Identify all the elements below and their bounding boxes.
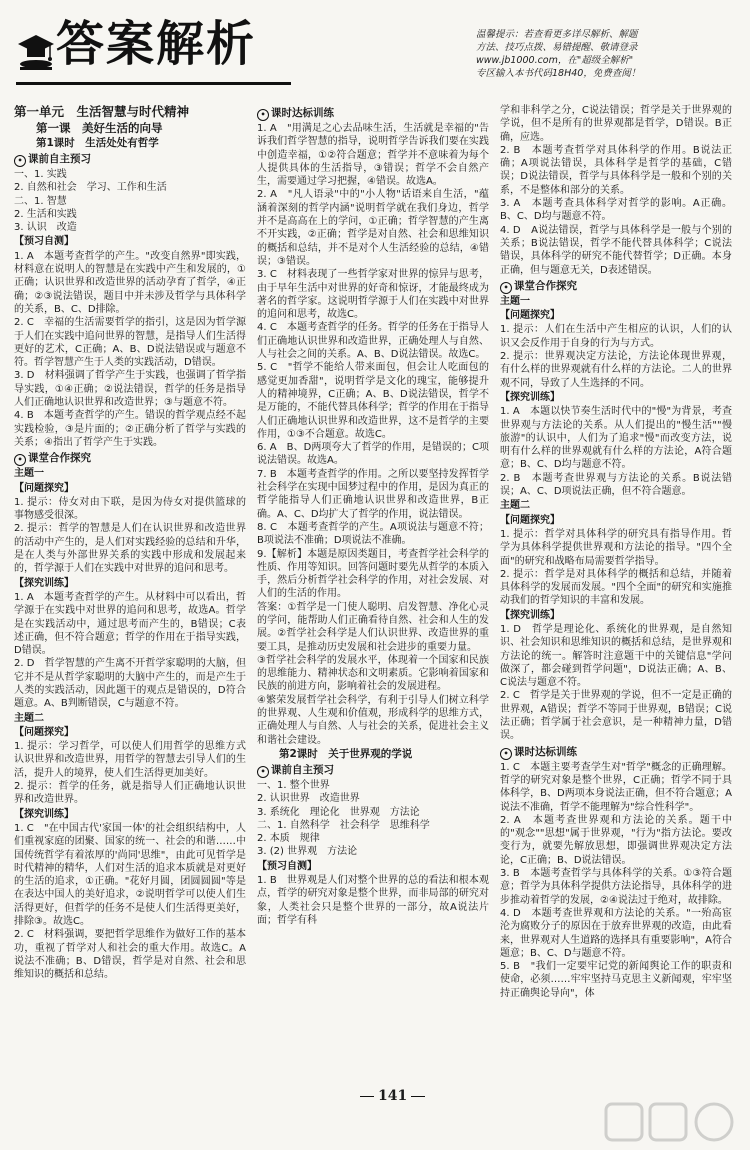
block-tag: 主题一 (14, 468, 44, 480)
answer-paragraph: 3. (2) 世界观 方法论 (257, 846, 358, 858)
tip-line: 温馨提示：若查看更多详尽解析、解题 (476, 29, 638, 40)
answer-paragraph: 一、1. 实践 (14, 169, 67, 180)
answer-paragraph: 3. A 本题考查具体科学对哲学的影响。A正确。B、C、D均与题意不符。 (500, 198, 732, 223)
lesson-heading: 第一课 美好生活的向导 (36, 121, 163, 135)
section-heading (14, 152, 246, 167)
answer-paragraph: ④繁荣发展哲学社会科学，有利于引导人们树立科学的世界观、人生观和价值观，形成科学的思维方式，正确处理人与自然、人与社会的关系，促进社会主义和谐社会建设。 (257, 694, 489, 746)
tip-line: 专区输入本书代码18H40，免费查阅！ (476, 68, 641, 79)
answer-paragraph: 1. C 本题主要考查学生对"哲学"概念的正确理解。哲学的研究对象是整个世界，C正确；哲学不同于具体科学，B、D两项本身说法正确，但不符合题意；A说法不准确，哲学不能理解为"综合性科学"。 (500, 761, 732, 813)
block-tag: 主题二 (14, 712, 44, 724)
answer-paragraph: 4. C 本题考查哲学的任务。哲学的任务在于指导人们正确地认识世界和改造世界，正确处理人与自然、人与社会之间的关系。A、B、D说法错误。故选C。 (257, 322, 489, 361)
block-tag: 【探究训练】 (500, 391, 560, 403)
answer-paragraph: 1. A 本题以快节奏生活时代中的"慢"为背景，考查世界观与方法论的关系。从人们提出的"慢生活""慢旅游"的认识中，人们为了追求"慢"而改变方法，说明有什么样的世界观就有什么样的方法论，A符合题意；B、C、D均与题意不符。 (500, 406, 732, 471)
page-title: 答案解析 (56, 16, 257, 72)
answer-paragraph: 3. 系统化 理论化 世界观 方法论 (257, 806, 420, 818)
answer-paragraph: 1. A 本题考查哲学的产生。从材料中可以看出，哲学源于在实践中对世界的追问和思考，故选A。哲学是在实践活动中，通过思考而产生的，B错误；C表述正确，但不符合题意；哲学的作用在于指导实践，D错误。 (14, 591, 246, 657)
answer-paragraph: 9.【解析】本题是原因类题目，考查哲学社会科学的性质、作用等知识。回答问题时要先从哲学的本质入手，然后分析哲学社会科学的作用，对社会发展、对人们的生活的作用。 (257, 548, 489, 600)
answer-paragraph: 3. D 材料强调了哲学产生于实践，也强调了哲学指导实践，①④正确；②说法错误，哲学的任务是指导人们正确地认识世界和改造世界；③与题意不符。 (14, 370, 246, 409)
answer-paragraph: 2. 提示：哲学的智慧是人们在认识世界和改造世界的活动中产生的，是人们对实践经验的总结和升华，是在人类与外部世界关系的实践中形成和发展起来的，哲学源于人们在实践中对世界的追问和思考。 (14, 523, 246, 575)
answer-paragraph: 1. 提示：侍女对由下联，是因为侍女对提供篮球的事物感受很深。 (14, 496, 246, 522)
answer-paragraph: 1. 提示：哲学对具体科学的研究具有指导作用。哲学为具体科学提供世界观和方法论的指导。"四个全面"的研究和战略布局需要哲学指导。 (500, 528, 732, 567)
mortarboard-logo-icon (16, 26, 56, 72)
block-tag: 【问题探究】 (500, 310, 560, 322)
watermark-logo (604, 1100, 744, 1148)
block-tag: 【探究训练】 (14, 808, 74, 820)
period-heading: 第2课时 关于世界观的学说 (279, 747, 413, 760)
block-tag: 【问题探究】 (500, 514, 560, 526)
answer-paragraph: 3. C 材料表现了一些哲学家对世界的惊异与思考，由于早年生活中对世界的好奇和惊讶，才能最终成为著名的哲学家。这说明哲学源于人们在实践中对世界的追问和思考，故选C。 (257, 269, 489, 321)
block-tag: 【探究训练】 (14, 577, 74, 589)
answer-paragraph: 2. 本质 规律 (257, 833, 320, 845)
answer-paragraph: 5. B "我们一定要牢记党的新闻舆论工作的职责和使命，必须……牢牢坚持马克思主义新闻观，牢牢坚持正确舆论导向"，体 (500, 961, 732, 999)
answer-paragraph: 7. B 本题考查哲学的作用。之所以要坚持发挥哲学社会科学在实现中国梦过程中的作用，是因为真正的哲学能指导人们正确地认识世界和改造世界，B正确。A、C、D均扩大了哲学的作用，说法错误。 (257, 468, 489, 520)
answer-paragraph: 2. B 本题考查哲学对具体科学的作用。B说法正确；A项说法错误，具体科学是哲学的基础，C错误；D说法错误，哲学与具体科学是一般和个别的关系，不是整体和部分的关系。 (500, 144, 732, 196)
answer-paragraph: 4. D 本题考查世界观和方法论的关系。"一殆高宦沦为腐败分子的原因在于放弃世界观的改造，由此看来，世界观对人生道路的选择具有重要影响"，A符合题意；B、C、D与题意不符。 (500, 907, 732, 959)
section-title: 课前自主预习 (28, 153, 91, 165)
answer-paragraph: 2. B 本题考查世界观与方法论的关系。B说法错误；A、C、D项说法正确，但不符合题意。 (500, 472, 732, 498)
answer-paragraph: 2. 认识世界 改造世界 (257, 793, 360, 805)
answer-paragraph: 二、1. 智慧 (14, 195, 67, 207)
answer-paragraph: 4. D A说法错误，哲学与具体科学是一般与个别的关系；B说法错误，哲学不能代替具体科学；C说法错误，具体科学的研究不能代替哲学；D正确。本身正确，但与题意无关，D表述错误。 (500, 224, 732, 276)
answer-paragraph: 2. 提示：哲学是对具体科学的概括和总结，并随着具体科学的发展而发展。"四个全面"的研究和实施推动我们的哲学知识的丰富和发展。 (500, 568, 732, 607)
answer-paragraph: 一、1. 整个世界 (257, 779, 330, 791)
unit-heading: 第一单元 生活智慧与时代精神 (14, 104, 190, 119)
section-marker-icon: • (14, 155, 26, 167)
section-title: 课堂合作探究 (514, 279, 577, 292)
section-marker-icon: • (257, 766, 269, 778)
block-tag: 【探究训练】 (500, 609, 560, 621)
section-marker-icon: • (14, 454, 26, 466)
section-marker-icon: • (500, 282, 512, 294)
section-heading (257, 106, 489, 121)
section-heading (257, 763, 489, 778)
section-marker-icon: • (257, 109, 269, 121)
answer-paragraph: 1. 提示：学习哲学，可以使人们用哲学的思维方式认识世界和改造世界，用哲学的智慧去引导人们的生活，提升人的境界，使人们生活得更加美好。 (14, 741, 246, 779)
answer-column-2 (257, 104, 489, 927)
answer-paragraph: 学和非科学之分，C说法错误；哲学是关于世界观的学说，但不是所有的世界观都是哲学，D错误。B正确，应选。 (500, 105, 732, 143)
answer-paragraph: 2. 生活和实践 (14, 208, 77, 220)
section-marker-icon: • (500, 748, 512, 760)
tip-box (476, 28, 736, 80)
answer-paragraph: 2. 提示：哲学的任务，就是指导人们正确地认识世界和改造世界。 (14, 781, 246, 806)
block-tag: 【问题探究】 (14, 482, 74, 494)
answer-paragraph: 2. C 哲学是关于世界观的学说，但不一定是正确的世界观，A错误；哲学不等同于世界观，B错误；C说法正确；哲学属于社会意识，是一种精神力量，D错误。 (500, 690, 732, 742)
page-header (0, 0, 750, 96)
answer-paragraph: 1. B 世界观是人们对整个世界的总的看法和根本观点，哲学的研究对象是整个世界，而非局部的研究对象，人类社会只是整个世界的一部分，故A说法片面；哲学有科 (257, 875, 489, 926)
block-tag: 主题二 (500, 500, 530, 512)
block-tag: 【预习自测】 (14, 236, 74, 248)
section-title: 课堂合作探究 (28, 452, 91, 465)
answer-paragraph: 6. A B、D两项夸大了哲学的作用，是错误的；C项说法错误。故选A。 (257, 442, 489, 467)
answer-paragraph: 3. B 本题考查哲学与具体科学的关系。①③符合题意；哲学为具体科学提供方法论指导，具体科学的进步推动着哲学的发展，②④说法过于绝对，故排除。 (500, 868, 732, 906)
page-number: 141 (356, 1088, 429, 1104)
block-tag: 【问题探究】 (14, 726, 74, 738)
answer-paragraph: 2. 自然和社会 学习、工作和生活 (14, 182, 167, 194)
section-title: 课时达标训练 (271, 107, 334, 119)
block-tag: 主题一 (500, 295, 530, 307)
answer-column-1 (14, 104, 246, 982)
section-title: 课时达标训练 (514, 745, 577, 758)
section-heading (500, 279, 732, 294)
answer-paragraph: 2. C 幸福的生活需要哲学的指引，这是因为哲学源于人们在实践中追问世界的智慧，是指导人们生活得更好的艺术，C正确；A、B、D说法错误或与题意不符。哲学智慧产生于人类的实践活动，D错误。 (14, 317, 246, 369)
section-title: 课前自主预习 (271, 763, 334, 776)
title-underline (16, 82, 291, 85)
period-heading: 第1课时 生活处处有哲学 (36, 137, 159, 149)
answer-paragraph: 1. C "在中国古代'家国一体'的社会组织结构中，人们重视家庭的团聚、国家的统一、社会的和谐……中国传统哲学有着浓厚的'尚同'思维"，由此可见哲学是时代精神的精华，人们对生活的追求本质就是对更好的生活的追求，①正确。"花好月圆，团圆圆圆"等是在表达中国人的美好追求，②说明哲学可以使人们生活得更好，但哲学的任务不是使人们生活得更美好，排除③。故选C。 (14, 822, 246, 928)
section-heading (14, 451, 246, 466)
answer-paragraph: 二、1. 自然科学 社会科学 思维科学 (257, 819, 430, 831)
answer-paragraph: 2. A 本题考查世界观和方法论的关系。题干中的"观念""思想"属于世界观，"行为"指方法论。要改变行为，就要先解放思想，即强调世界观决定方法论，C正确；B、D说法错误。 (500, 814, 732, 866)
answer-paragraph: 2. C 材料强调，要把哲学思维作为做好工作的基本功，重视了哲学对人和社会的重大作用。故选C。A说法不准确；B、D错误，哲学是对自然、社会和思维知识的概括和总结。 (14, 929, 246, 981)
answer-paragraph: 5. C "哲学不能给人带来面包，但会让人吃面包的感觉更加香甜"，说明哲学是文化的瑰宝，能够提升人的精神境界，C正确；A、B、D说法错误，哲学不是万能的，不能代替具体科学；哲学的作用在于指导人们正确地认识世界和改造世界，这不是哲学的主要作用，①③不合题意。故选C。 (257, 362, 489, 440)
block-tag: 【预习自测】 (257, 860, 317, 872)
answer-paragraph: 2. D 哲学智慧的产生离不开哲学家聪明的大脑，但它并不是从哲学家聪明的大脑中产生的，而是产生于人类的实践活动，因此题干的观点是错误的，D符合题意。A、B判断错误，C与题意不符。 (14, 658, 246, 710)
tip-line: 方法、技巧点拨、易错提醒、敬请登录 (476, 42, 638, 53)
answer-column-3 (500, 104, 732, 1000)
section-heading (500, 745, 732, 760)
tip-line: www.jb1000.com，在"超级全解析" (476, 55, 634, 66)
answer-paragraph: 1. D 哲学是理论化、系统化的世界观，是自然知识、社会知识和思维知识的概括和总结，是世界观和方法论的统一。解答时注意题干中的关键信息"学问做深了，都会碰到哲学问题"，D说法正确；A、B、C说法与题意不符。 (500, 623, 732, 689)
answer-paragraph: 1. A 本题考查哲学的产生。"改变自然界"即实践，材料意在说明人的智慧是在实践中产生和发展的，①正确；认识世界和改造世界的活动孕育了哲学，④正确；②③说法错误，题目中并未涉及哲学与具体科学的关系，B、C、D排除。 (14, 250, 246, 315)
answer-paragraph: 2. A "凡人语录"中的"小人物"话语来自生活，"蕴涵着深刻的哲学内涵"说明哲学就在我们身边，哲学并不是高高在上的学问，①正确；哲学智慧的产生离不开实践，②正确；哲学是对自然、社会和思维知识的概括和总结，并不是对个人生活经验的总结，④错误；③错误。 (257, 189, 489, 267)
answer-paragraph: 8. C 本题考查哲学的产生。A项说法与题意不符；B项说法不准确；D项说法不准确。 (257, 521, 489, 547)
answer-paragraph: 1. A "用满足之心去品味生活，生活就是幸福的"告诉我们哲学智慧的指导，说明哲学告诉我们要在实践中创造幸福，①②符合题意；哲学并不意味着为每个人提供具体的生活指导，③错误；哲学不会自然产生，需要通过学习把握，④错误。故选A。 (257, 123, 489, 188)
answer-paragraph: 1. 提示：人们在生活中产生相应的认识，人们的认识又会反作用于自身的行为与方式。 (500, 324, 732, 349)
answer-paragraph: 3. 认识 改造 (14, 222, 77, 234)
answer-paragraph: 答案：①哲学是一门使人聪明、启发智慧、净化心灵的学问，能帮助人们正确看待自然、社会和人生的发展。②哲学社会科学是人们认识世界、改造世界的重要工具，是推动历史发展和社会进步的重要力量。 (257, 601, 489, 653)
answer-paragraph: ③哲学社会科学的发展水平，体现着一个国家和民族的思维能力、精神状态和文明素质。它影响着国家和民族的前进方向，影响着社会的发展进程。 (257, 654, 489, 693)
answer-paragraph: 4. B 本题考查哲学的产生。错误的哲学观点经不起实践检验，③是片面的；②正确分析了哲学与实践的关系；④指出了哲学产生于实践。 (14, 410, 246, 448)
answer-paragraph: 2. 提示：世界观决定方法论，方法论体现世界观，有什么样的世界观就有什么样的方法论。二人的世界观不同，导致了人生选择的不同。 (500, 351, 732, 389)
